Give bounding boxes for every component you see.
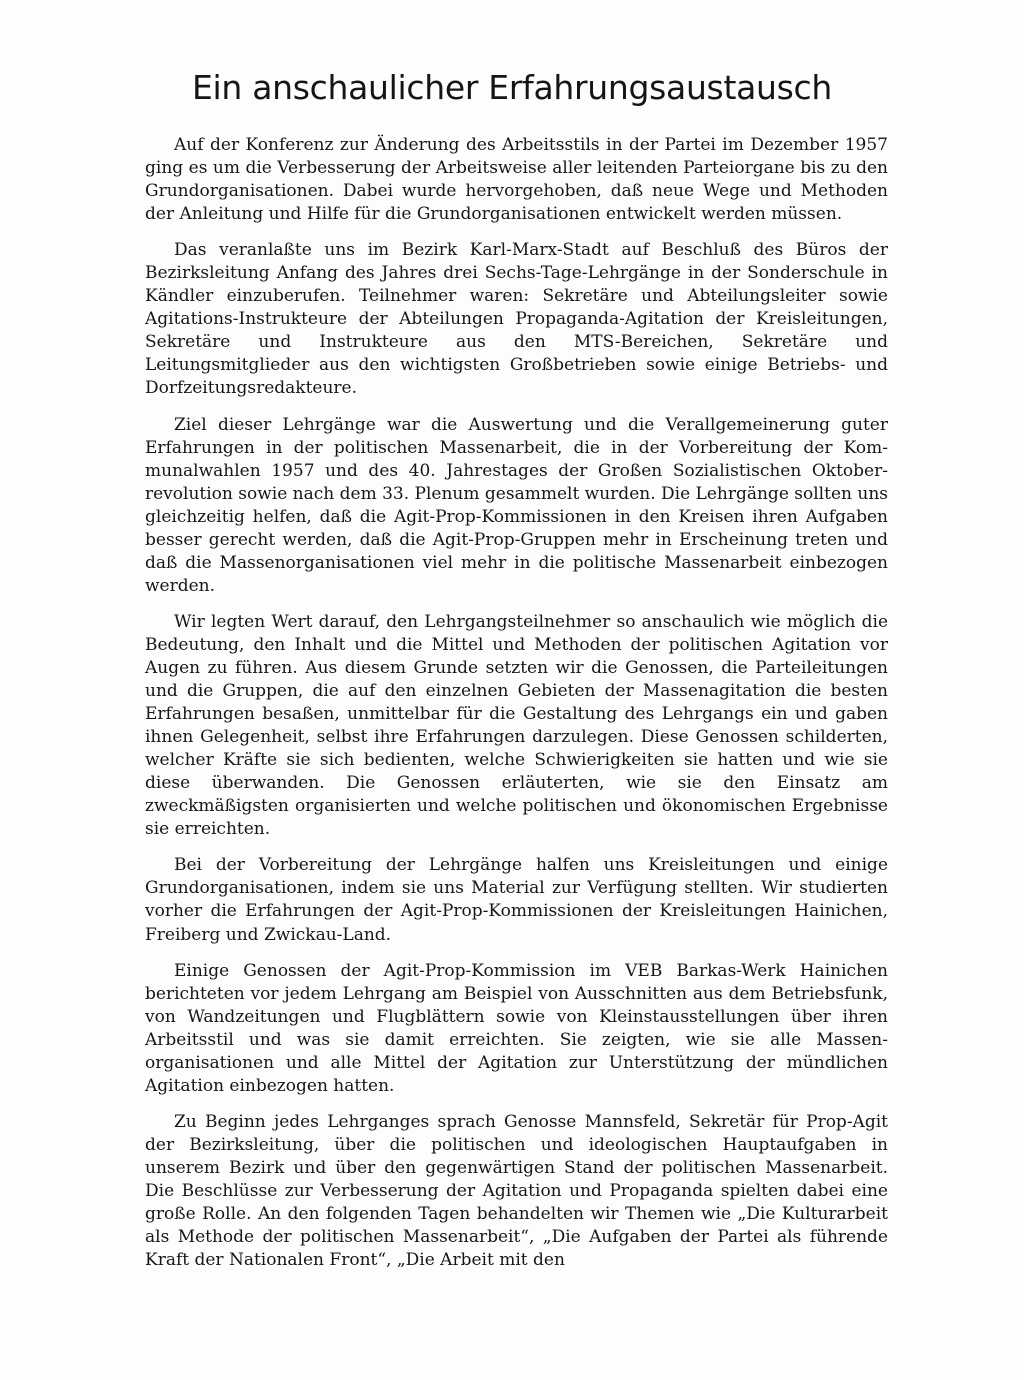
paragraph-7: Zu Beginn jedes Lehrganges sprach Genosse Mannsfeld, Sekretär für Prop-Agit der Bezirksleitung, über die politischen und ideologischen Hauptaufgaben in unserem Bezirk und über den gegenwärtigen Stand der politischen Massenarbeit. Die Beschlüsse zur Verbesserung der Agitation und Propaganda spielten dabei eine große Rolle. An den folgenden Tagen behandelten wir Themen wie „Die Kulturarbeit als Methode der politischen Massenarbeit“, „Die Aufgaben der Partei als führende Kraft der Nationalen Front“, „Die Arbeit mit den	[145, 1111, 888, 1271]
paragraph-6: Einige Genossen der Agit-Prop-Kommission im VEB Barkas-Werk Hainichen berichteten vor jedem Lehrgang am Beispiel von Ausschnitten aus dem Betriebsfunk, von Wandzeitungen und Flugblättern sowie von Kleinstausstellungen über ihren Arbeitsstil und was sie damit erreichten. Sie zeigten, wie sie alle Massenorganisationen und alle Mittel der Agitation zur Unterstützung der mündlichen Agitation einbezogen hatten.	[145, 960, 888, 1096]
paragraph-1: Auf der Konferenz zur Änderung des Arbeitsstils in der Partei im Dezember 1957 ging es um die Verbesserung der Arbeitsweise aller leitenden Parteiorgane bis zu den Grundorganisationen. Dabei wurde hervorgehoben, daß neue Wege und Methoden der Anleitung und Hilfe für die Grundorganisationen entwickelt werden müssen.	[145, 135, 888, 225]
paragraph-2: Das veranlaßte uns im Bezirk Karl-Marx-Stadt auf Beschluß des Büros der Bezirksleitung Anfang des Jahres drei Sechs-Tage-Lehrgänge in der Sonderschule in Kändler einzuberufen. Teilnehmer waren: Sekretäre und Abteilungsleiter sowie Agitations-Instrukteure der Abteilungen Propaganda-Agitation der Kreisleitungen, Sekretäre und Instrukteure aus den MTS-Bereichen, Sekretäre und Leitungsmitglieder aus den wichtigsten Großbetrieben sowie einige Betriebs- und Dorfzeitungsredakteure.	[145, 240, 888, 399]
paragraph-5: Bei der Vorbereitung der Lehrgänge halfen uns Kreisleitungen und einige Grundorganisationen, indem sie uns Material zur Verfügung stellten. Wir studierten vorher die Erfahrungen der Agit-Prop-Kommissionen der Kreisleitungen Hainichen, Freiberg und Zwickau-Land.	[145, 855, 888, 945]
page-title: Ein anschaulicher Erfahrungsaustausch	[192, 68, 832, 107]
article-body	[145, 134, 888, 1272]
paragraph-4: Wir legten Wert darauf, den Lehrgangsteilnehmer so anschaulich wie möglich die Bedeutung, den Inhalt und die Mittel und Methoden der politischen Agitation vor Augen zu führen. Aus diesem Grunde setzten wir die Genossen, die Parteileitungen und die Gruppen, die auf den einzelnen Gebieten der Massenagitation die besten Erfahrungen besaßen, unmittelbar für die Gestaltung des Lehrgangs ein und gaben ihnen Gelegenheit, selbst ihre Erfahrungen darzulegen. Diese Genossen schilderten, welcher Kräfte sie sich bedienten, welche Schwierigkeiten sie hatten und wie sie diese überwanden. Die Genossen erläuterten, wie sie den Einsatz am zweckmäßigsten organisierten und welche politischen und ökonomischen Ergebnisse sie erreichten.	[145, 611, 888, 840]
paragraph-3: Ziel dieser Lehrgänge war die Auswertung und die Verallgemeinerung guter Erfahrungen in der politischen Massenarbeit, die in der Vorbereitung der Kommunalwahlen 1957 und des 40. Jahrestages der Großen Sozialistischen Oktoberrevolution sowie nach dem 33. Plenum gesammelt wurden. Die Lehrgänge sollten uns gleichzeitig helfen, daß die Agit-Prop-Kommissionen in den Kreisen ihren Aufgaben besser gerecht werden, daß die Agit-Prop-Gruppen mehr in Erscheinung treten und daß die Massenorganisationen viel mehr in die politische Massenarbeit einbezogen werden.	[145, 414, 888, 596]
